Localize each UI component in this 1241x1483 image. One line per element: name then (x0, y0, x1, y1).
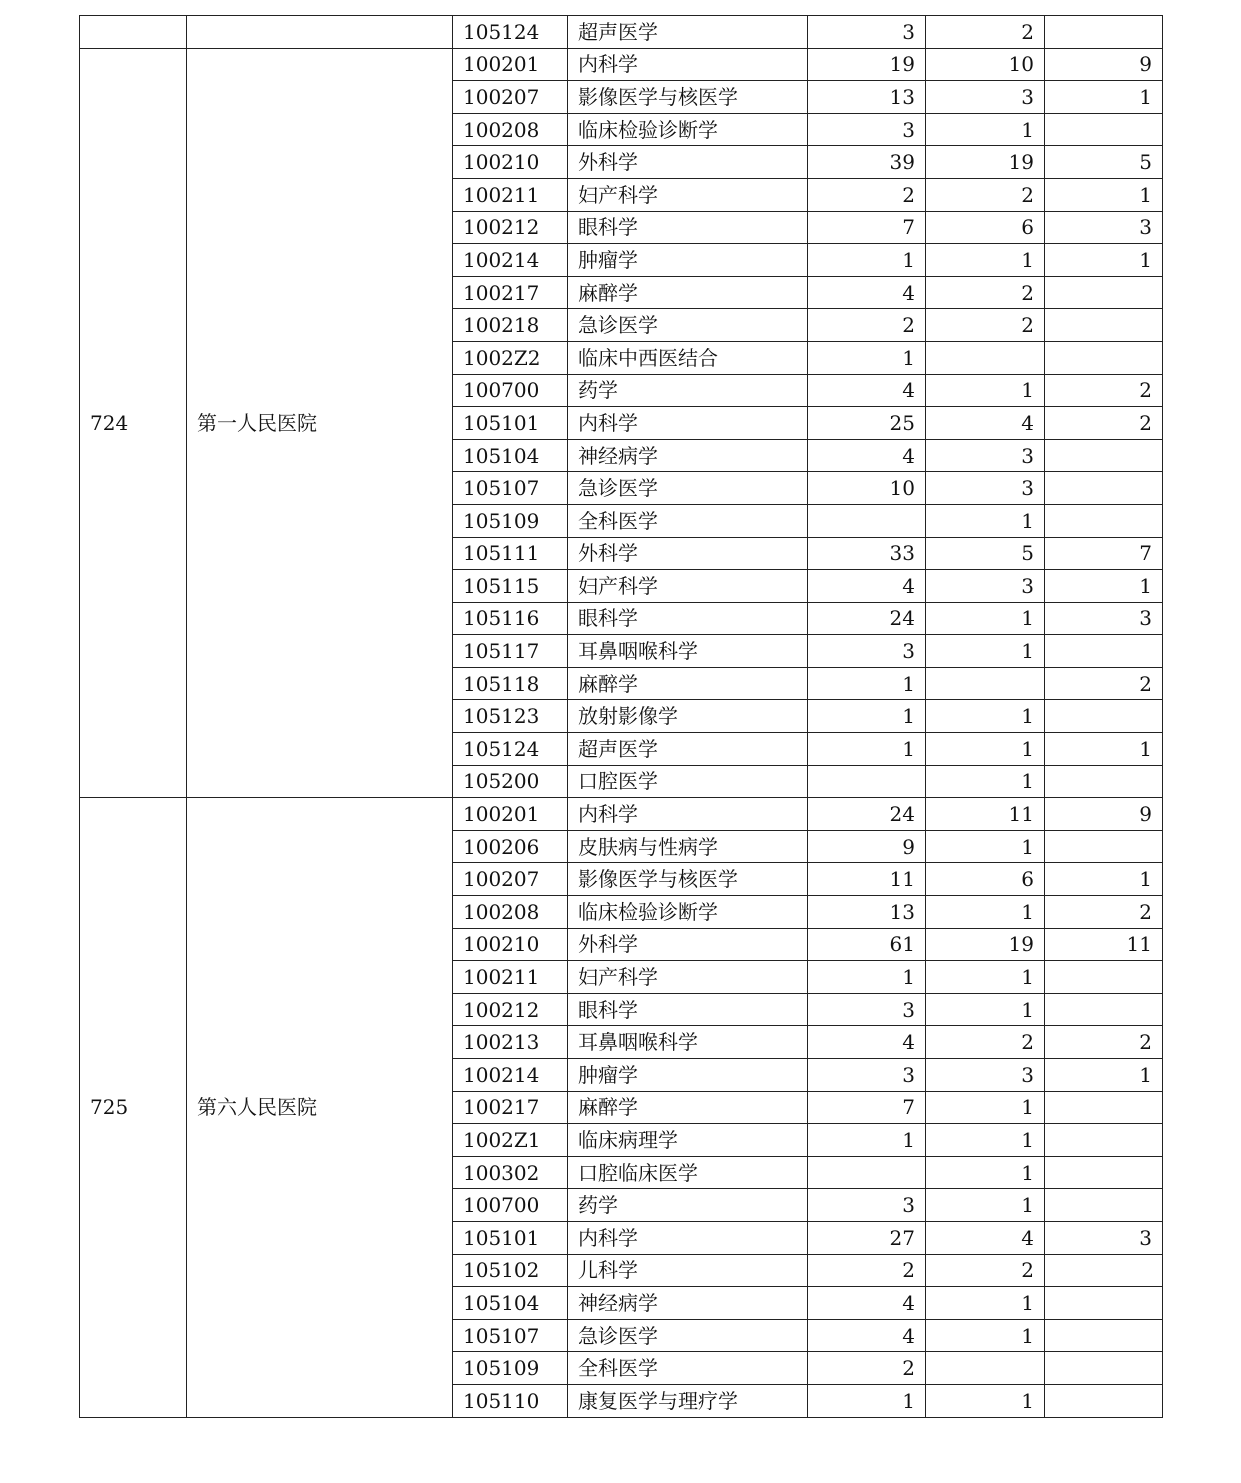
count-b-cell: 1 (926, 1287, 1045, 1320)
major-name-cell: 神经病学 (568, 1287, 808, 1320)
count-c-cell (1045, 961, 1163, 994)
major-code-cell: 100213 (453, 1026, 568, 1059)
count-b-cell (926, 1352, 1045, 1385)
major-code-cell: 100302 (453, 1156, 568, 1189)
count-b-cell: 1 (926, 700, 1045, 733)
count-a-cell: 1 (808, 341, 926, 374)
major-name-cell: 肿瘤学 (568, 244, 808, 277)
count-b-cell: 1 (926, 896, 1045, 929)
count-a-cell: 3 (808, 635, 926, 668)
major-code-cell: 100210 (453, 928, 568, 961)
major-name-cell: 耳鼻咽喉科学 (568, 635, 808, 668)
count-b-cell: 3 (926, 81, 1045, 114)
count-a-cell: 7 (808, 211, 926, 244)
count-b-cell: 1 (926, 1091, 1045, 1124)
major-code-cell: 105124 (453, 733, 568, 766)
major-name-cell: 康复医学与理疗学 (568, 1384, 808, 1417)
count-a-cell: 7 (808, 1091, 926, 1124)
count-c-cell: 3 (1045, 1221, 1163, 1254)
count-b-cell: 2 (926, 1026, 1045, 1059)
major-code-cell: 105116 (453, 602, 568, 635)
count-a-cell (808, 765, 926, 798)
major-name-cell: 药学 (568, 374, 808, 407)
count-b-cell: 3 (926, 570, 1045, 603)
count-b-cell: 1 (926, 635, 1045, 668)
major-name-cell: 外科学 (568, 146, 808, 179)
major-name-cell: 超声医学 (568, 733, 808, 766)
count-b-cell: 4 (926, 1221, 1045, 1254)
major-code-cell: 105110 (453, 1384, 568, 1417)
count-c-cell: 3 (1045, 602, 1163, 635)
count-b-cell: 3 (926, 472, 1045, 505)
major-code-cell: 100214 (453, 244, 568, 277)
major-name-cell: 儿科学 (568, 1254, 808, 1287)
count-a-cell: 33 (808, 537, 926, 570)
count-a-cell: 13 (808, 896, 926, 929)
unit-name-cell (187, 16, 453, 49)
enrollment-table (79, 15, 1163, 1418)
unit-code-cell: 724 (80, 48, 187, 798)
major-name-cell: 口腔临床医学 (568, 1156, 808, 1189)
count-c-cell (1045, 1189, 1163, 1222)
count-c-cell (1045, 439, 1163, 472)
count-c-cell: 3 (1045, 211, 1163, 244)
major-name-cell: 急诊医学 (568, 472, 808, 505)
major-name-cell: 外科学 (568, 537, 808, 570)
count-c-cell (1045, 1124, 1163, 1157)
count-a-cell: 1 (808, 667, 926, 700)
major-name-cell: 临床病理学 (568, 1124, 808, 1157)
major-name-cell: 麻醉学 (568, 1091, 808, 1124)
major-name-cell: 口腔医学 (568, 765, 808, 798)
major-name-cell: 外科学 (568, 928, 808, 961)
major-name-cell: 妇产科学 (568, 570, 808, 603)
count-b-cell: 1 (926, 765, 1045, 798)
major-code-cell: 105107 (453, 1319, 568, 1352)
major-code-cell: 105104 (453, 1287, 568, 1320)
count-b-cell: 2 (926, 16, 1045, 49)
major-name-cell: 全科医学 (568, 504, 808, 537)
count-b-cell: 5 (926, 537, 1045, 570)
count-a-cell: 1 (808, 1384, 926, 1417)
count-b-cell: 2 (926, 276, 1045, 309)
count-a-cell: 1 (808, 733, 926, 766)
count-b-cell: 1 (926, 374, 1045, 407)
count-b-cell: 1 (926, 1189, 1045, 1222)
major-code-cell: 100212 (453, 211, 568, 244)
count-c-cell: 11 (1045, 928, 1163, 961)
count-b-cell: 6 (926, 863, 1045, 896)
major-name-cell: 麻醉学 (568, 276, 808, 309)
count-b-cell: 1 (926, 113, 1045, 146)
count-a-cell: 27 (808, 1221, 926, 1254)
unit-code-cell (80, 16, 187, 49)
major-code-cell: 105109 (453, 504, 568, 537)
count-c-cell (1045, 700, 1163, 733)
major-code-cell: 105102 (453, 1254, 568, 1287)
table-row (80, 16, 1163, 49)
count-a-cell (808, 504, 926, 537)
major-code-cell: 1002Z1 (453, 1124, 568, 1157)
major-name-cell: 神经病学 (568, 439, 808, 472)
major-code-cell: 100201 (453, 48, 568, 81)
count-c-cell: 1 (1045, 1059, 1163, 1092)
unit-code-cell: 725 (80, 798, 187, 1417)
count-b-cell: 1 (926, 1124, 1045, 1157)
table-row (80, 798, 1163, 831)
count-b-cell: 1 (926, 244, 1045, 277)
count-c-cell: 1 (1045, 178, 1163, 211)
count-c-cell (1045, 1352, 1163, 1385)
major-name-cell: 放射影像学 (568, 700, 808, 733)
count-b-cell: 1 (926, 504, 1045, 537)
count-b-cell: 1 (926, 1156, 1045, 1189)
count-a-cell: 39 (808, 146, 926, 179)
count-a-cell: 11 (808, 863, 926, 896)
count-c-cell (1045, 341, 1163, 374)
count-b-cell: 19 (926, 928, 1045, 961)
count-b-cell (926, 341, 1045, 374)
count-c-cell (1045, 276, 1163, 309)
count-a-cell: 24 (808, 602, 926, 635)
major-code-cell: 100218 (453, 309, 568, 342)
count-b-cell: 2 (926, 178, 1045, 211)
count-b-cell: 10 (926, 48, 1045, 81)
count-a-cell: 3 (808, 993, 926, 1026)
count-a-cell: 1 (808, 1124, 926, 1157)
count-c-cell (1045, 1287, 1163, 1320)
count-a-cell: 1 (808, 244, 926, 277)
major-code-cell: 105117 (453, 635, 568, 668)
major-name-cell: 耳鼻咽喉科学 (568, 1026, 808, 1059)
count-c-cell: 5 (1045, 146, 1163, 179)
count-a-cell: 4 (808, 1319, 926, 1352)
count-a-cell: 3 (808, 1059, 926, 1092)
count-c-cell (1045, 113, 1163, 146)
major-code-cell: 100206 (453, 830, 568, 863)
major-code-cell: 105107 (453, 472, 568, 505)
unit-name-cell: 第一人民医院 (187, 48, 453, 798)
count-a-cell: 4 (808, 1287, 926, 1320)
count-c-cell (1045, 16, 1163, 49)
major-code-cell: 100700 (453, 1189, 568, 1222)
major-name-cell: 内科学 (568, 48, 808, 81)
count-c-cell: 1 (1045, 81, 1163, 114)
major-name-cell: 眼科学 (568, 602, 808, 635)
major-code-cell: 105115 (453, 570, 568, 603)
major-name-cell: 内科学 (568, 798, 808, 831)
count-a-cell: 61 (808, 928, 926, 961)
major-name-cell: 内科学 (568, 1221, 808, 1254)
count-c-cell: 2 (1045, 667, 1163, 700)
major-name-cell: 急诊医学 (568, 309, 808, 342)
major-name-cell: 临床检验诊断学 (568, 113, 808, 146)
unit-name-cell: 第六人民医院 (187, 798, 453, 1417)
count-c-cell: 2 (1045, 374, 1163, 407)
major-name-cell: 妇产科学 (568, 961, 808, 994)
count-a-cell: 2 (808, 1352, 926, 1385)
count-a-cell: 2 (808, 1254, 926, 1287)
count-a-cell: 1 (808, 961, 926, 994)
count-a-cell (808, 1156, 926, 1189)
count-c-cell (1045, 1156, 1163, 1189)
major-code-cell: 105200 (453, 765, 568, 798)
count-a-cell: 9 (808, 830, 926, 863)
count-b-cell: 1 (926, 1319, 1045, 1352)
count-b-cell: 6 (926, 211, 1045, 244)
major-code-cell: 100211 (453, 961, 568, 994)
major-code-cell: 100210 (453, 146, 568, 179)
count-a-cell: 3 (808, 1189, 926, 1222)
major-code-cell: 1002Z2 (453, 341, 568, 374)
count-b-cell: 1 (926, 1384, 1045, 1417)
count-c-cell (1045, 635, 1163, 668)
count-c-cell: 1 (1045, 863, 1163, 896)
major-code-cell: 100208 (453, 113, 568, 146)
count-a-cell: 4 (808, 439, 926, 472)
count-b-cell: 3 (926, 439, 1045, 472)
major-name-cell: 眼科学 (568, 211, 808, 244)
count-b-cell: 1 (926, 830, 1045, 863)
count-b-cell: 11 (926, 798, 1045, 831)
major-name-cell: 内科学 (568, 407, 808, 440)
count-c-cell: 9 (1045, 48, 1163, 81)
table-row (80, 48, 1163, 81)
count-b-cell: 3 (926, 1059, 1045, 1092)
count-c-cell: 2 (1045, 896, 1163, 929)
count-a-cell: 24 (808, 798, 926, 831)
count-c-cell (1045, 472, 1163, 505)
major-name-cell: 影像医学与核医学 (568, 81, 808, 114)
count-c-cell (1045, 830, 1163, 863)
major-name-cell: 临床中西医结合 (568, 341, 808, 374)
major-code-cell: 100214 (453, 1059, 568, 1092)
count-a-cell: 25 (808, 407, 926, 440)
count-b-cell: 1 (926, 993, 1045, 1026)
count-b-cell: 1 (926, 961, 1045, 994)
count-a-cell: 3 (808, 113, 926, 146)
count-c-cell (1045, 993, 1163, 1026)
major-name-cell: 肿瘤学 (568, 1059, 808, 1092)
count-a-cell: 2 (808, 178, 926, 211)
count-a-cell: 4 (808, 374, 926, 407)
major-name-cell: 超声医学 (568, 16, 808, 49)
count-c-cell (1045, 765, 1163, 798)
major-code-cell: 105118 (453, 667, 568, 700)
major-code-cell: 100212 (453, 993, 568, 1026)
major-code-cell: 100207 (453, 81, 568, 114)
count-c-cell (1045, 1384, 1163, 1417)
major-code-cell: 105104 (453, 439, 568, 472)
count-a-cell: 4 (808, 570, 926, 603)
count-c-cell (1045, 1091, 1163, 1124)
count-a-cell: 19 (808, 48, 926, 81)
count-a-cell: 3 (808, 16, 926, 49)
major-code-cell: 100211 (453, 178, 568, 211)
major-name-cell: 影像医学与核医学 (568, 863, 808, 896)
count-b-cell: 1 (926, 733, 1045, 766)
major-code-cell: 105124 (453, 16, 568, 49)
major-name-cell: 药学 (568, 1189, 808, 1222)
count-a-cell: 4 (808, 276, 926, 309)
count-b-cell: 2 (926, 1254, 1045, 1287)
count-c-cell: 9 (1045, 798, 1163, 831)
count-c-cell: 7 (1045, 537, 1163, 570)
major-code-cell: 105109 (453, 1352, 568, 1385)
count-c-cell: 2 (1045, 1026, 1163, 1059)
count-a-cell: 1 (808, 700, 926, 733)
major-code-cell: 105111 (453, 537, 568, 570)
major-name-cell: 眼科学 (568, 993, 808, 1026)
major-name-cell: 临床检验诊断学 (568, 896, 808, 929)
major-code-cell: 105123 (453, 700, 568, 733)
count-c-cell: 1 (1045, 244, 1163, 277)
major-name-cell: 妇产科学 (568, 178, 808, 211)
count-b-cell: 4 (926, 407, 1045, 440)
major-name-cell: 急诊医学 (568, 1319, 808, 1352)
count-b-cell: 1 (926, 602, 1045, 635)
major-name-cell: 麻醉学 (568, 667, 808, 700)
major-name-cell: 全科医学 (568, 1352, 808, 1385)
major-code-cell: 100217 (453, 1091, 568, 1124)
major-code-cell: 100700 (453, 374, 568, 407)
count-a-cell: 13 (808, 81, 926, 114)
count-c-cell (1045, 504, 1163, 537)
count-c-cell: 1 (1045, 570, 1163, 603)
count-b-cell: 19 (926, 146, 1045, 179)
major-code-cell: 100208 (453, 896, 568, 929)
major-code-cell: 105101 (453, 1221, 568, 1254)
count-c-cell: 2 (1045, 407, 1163, 440)
count-b-cell (926, 667, 1045, 700)
count-a-cell: 2 (808, 309, 926, 342)
count-c-cell: 1 (1045, 733, 1163, 766)
major-code-cell: 100201 (453, 798, 568, 831)
count-c-cell (1045, 309, 1163, 342)
count-b-cell: 2 (926, 309, 1045, 342)
major-code-cell: 100217 (453, 276, 568, 309)
count-c-cell (1045, 1254, 1163, 1287)
count-a-cell: 10 (808, 472, 926, 505)
count-a-cell: 4 (808, 1026, 926, 1059)
major-code-cell: 105101 (453, 407, 568, 440)
major-code-cell: 100207 (453, 863, 568, 896)
major-name-cell: 皮肤病与性病学 (568, 830, 808, 863)
count-c-cell (1045, 1319, 1163, 1352)
table-body (80, 16, 1163, 1418)
